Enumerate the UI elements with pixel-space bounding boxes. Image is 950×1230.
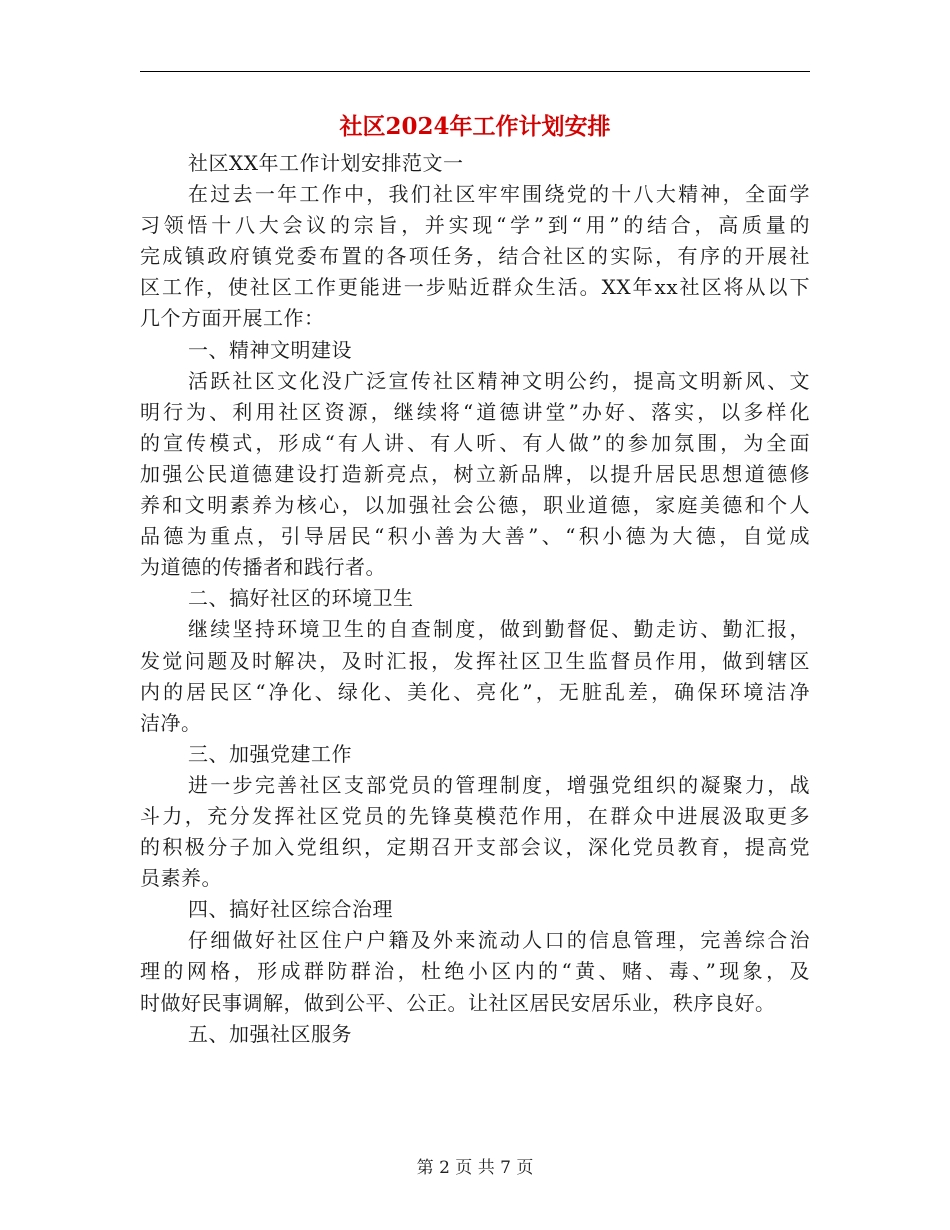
- paragraph-line: 进一步完善社区支部党员的管理制度，增强党组织的凝聚力，战: [188, 772, 810, 797]
- paragraph-line: 品德为重点，引导居民“积小善为大善”、“积小德为大德，自觉成: [140, 524, 810, 549]
- paragraph: [140, 148, 810, 179]
- document-title: 社区2024年工作计划安排: [339, 113, 611, 140]
- paragraph-line: 斗力，充分发挥社区党员的先锋莫模范作用，在群众中进展汲取更多: [140, 803, 810, 828]
- paragraph-line: 明行为、利用社区资源，继续将“道德讲堂”办好、落实，以多样化: [140, 399, 810, 424]
- paragraph-line: 活跃社区文化没广泛宣传社区精神文明公约，提高文明新风、文: [188, 368, 810, 393]
- paragraph: [140, 614, 810, 738]
- paragraph: [140, 335, 810, 366]
- paragraph-line: 内的居民区“净化、绿化、美化、亮化”，无脏乱差，确保环境洁净: [140, 679, 810, 704]
- paragraph: [140, 894, 810, 925]
- paragraph-line: 理的网格，形成群防群治，杜绝小区内的“黄、赌、毒、”现象，及: [140, 959, 810, 984]
- paragraph-line: 为道德的传播者和践行者。: [140, 555, 386, 580]
- paragraph-line: 发觉问题及时解决，及时汇报，发挥社区卫生监督员作用，做到辖区: [140, 648, 810, 673]
- paragraph-line: 三、加强党建工作: [188, 741, 352, 766]
- paragraph-line: 完成镇政府镇党委布置的各项任务，结合社区的实际，有序的开展社: [140, 244, 810, 269]
- paragraph: [140, 583, 810, 614]
- paragraph-line: 加强公民道德建设打造新亮点，树立新品牌，以提升居民思想道德修: [140, 461, 810, 486]
- paragraph-line: 几个方面开展工作：: [140, 306, 325, 331]
- paragraph-line: 五、加强社区服务: [188, 1021, 352, 1046]
- document-body: [140, 148, 810, 1050]
- paragraph-line: 继续坚持环境卫生的自查制度，做到勤督促、勤走访、勤汇报，: [188, 617, 810, 642]
- paragraph: [140, 925, 810, 1018]
- paragraph-line: 洁净。: [140, 710, 202, 735]
- paragraph: [140, 1019, 810, 1050]
- paragraph-line: 社区XX年工作计划安排范文一: [188, 151, 464, 175]
- paragraph-line: 养和文明素养为核心，以加强社会公德，职业道德，家庭美德和个人: [140, 493, 810, 518]
- paragraph-line: 在过去一年工作中，我们社区牢牢围绕党的十八大精神，全面学: [188, 182, 810, 207]
- paragraph-line: 二、搞好社区的环境卫生: [188, 586, 414, 611]
- paragraph-line: 员素养。: [140, 866, 222, 891]
- header-rule: [140, 71, 810, 72]
- paragraph-line: 仔细做好社区住户户籍及外来流动人口的信息管理，完善综合治: [188, 928, 810, 953]
- paragraph-line: 时做好民事调解，做到公平、公正。让社区居民安居乐业，秩序良好。: [140, 990, 776, 1015]
- paragraph: [140, 770, 810, 894]
- paragraph: [140, 366, 810, 584]
- paragraph: [140, 739, 810, 770]
- paragraph-line: 的积极分子加入党组织，定期召开支部会议，深化党员教育，提高党: [140, 835, 810, 860]
- paragraph-line: 一、精神文明建设: [188, 337, 352, 362]
- paragraph-line: 区工作，使社区工作更能进一步贴近群众生活。XX年xx社区将从以下: [140, 275, 810, 300]
- paragraph: [140, 179, 810, 334]
- page-footer: 第 2 页 共 7 页: [416, 1158, 534, 1178]
- paragraph-line: 的宣传模式，形成“有人讲、有人听、有人做”的参加氛围，为全面: [140, 430, 810, 455]
- paragraph-line: 习领悟十八大会议的宗旨，并实现“学”到“用”的结合，高质量的: [140, 213, 810, 238]
- paragraph-line: 四、搞好社区综合治理: [188, 897, 393, 922]
